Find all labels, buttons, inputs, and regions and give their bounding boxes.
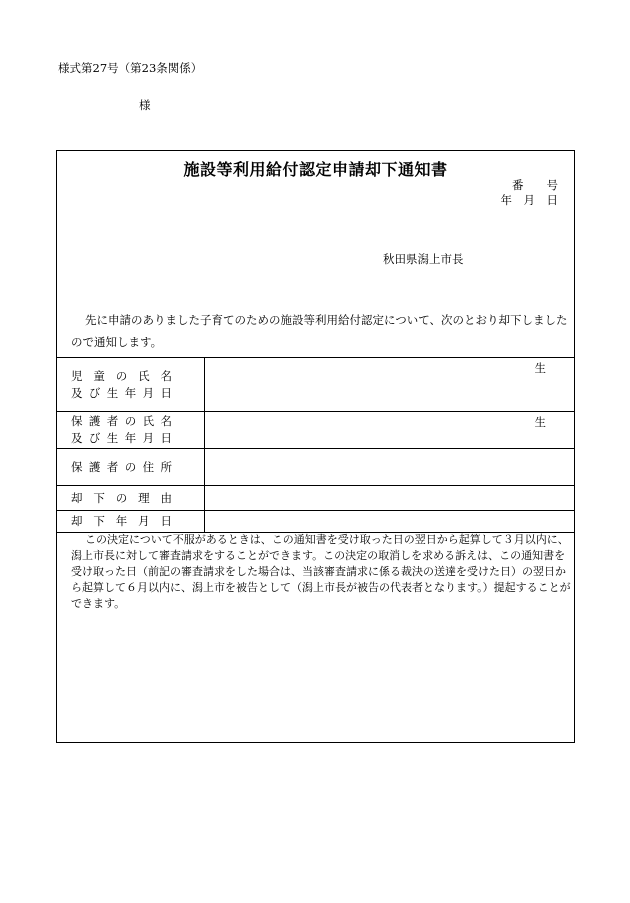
row-value[interactable] [205,412,575,449]
addressee-suffix: 様 [139,98,151,112]
row-label [57,412,205,449]
form-number: 様式第27号（第23条関係） [58,61,203,75]
row-value[interactable] [205,486,575,511]
row-label-line1: 保護者の氏名 [71,414,174,428]
row-guardian [57,412,574,449]
intro-text: 先に申請のありました子育てのための施設等利用給付認定について、次のとおり却下しましたので通知します。 [71,313,568,349]
row-label-line1: 却下の理由 [71,490,174,505]
birth-suffix: 生 [534,415,546,429]
row-label [57,449,205,486]
row-rejection-date [57,511,574,533]
row-label [57,486,205,511]
row-reason [57,486,574,511]
row-value[interactable] [205,511,575,533]
number-label: 番 号 [512,178,558,192]
row-label [57,358,205,412]
row-child [57,358,574,412]
row-label-line2: 及び生年月日 [71,431,174,445]
notice-form-box [56,150,575,743]
document-title: 施設等利用給付認定申請却下通知書 [183,160,448,179]
issuer-name: 秋田県潟上市長 [383,252,464,266]
number-date-block [501,178,559,208]
notice-table [57,357,574,534]
row-label-line1: 保護者の住所 [71,459,174,474]
row-value[interactable] [205,358,575,412]
row-label [57,511,205,533]
date-label: 年 月 日 [500,193,558,207]
row-label-line1: 児童の氏名 [71,368,174,383]
row-label-line2: 及び生年月日 [71,385,174,400]
row-label-line1: 却下年月日 [71,514,174,528]
row-value[interactable] [205,449,575,486]
row-address [57,449,574,486]
birth-suffix: 生 [534,361,546,375]
appeal-notice: この決定について不服があるときは、この通知書を受け取った日の翌日から起算して３月以内に、潟上市長に対して審査請求をすることができます。この決定の取消しを求める訴えは、この通知書を受け取った日（前記の審査請求をした場合は、当該審査請求に係る裁決の送達を受けた日）の翌日から起算して６月以内に、潟上市を被告として（潟上市長が被告の代表者となります。）提起することができます。 [71,533,571,610]
